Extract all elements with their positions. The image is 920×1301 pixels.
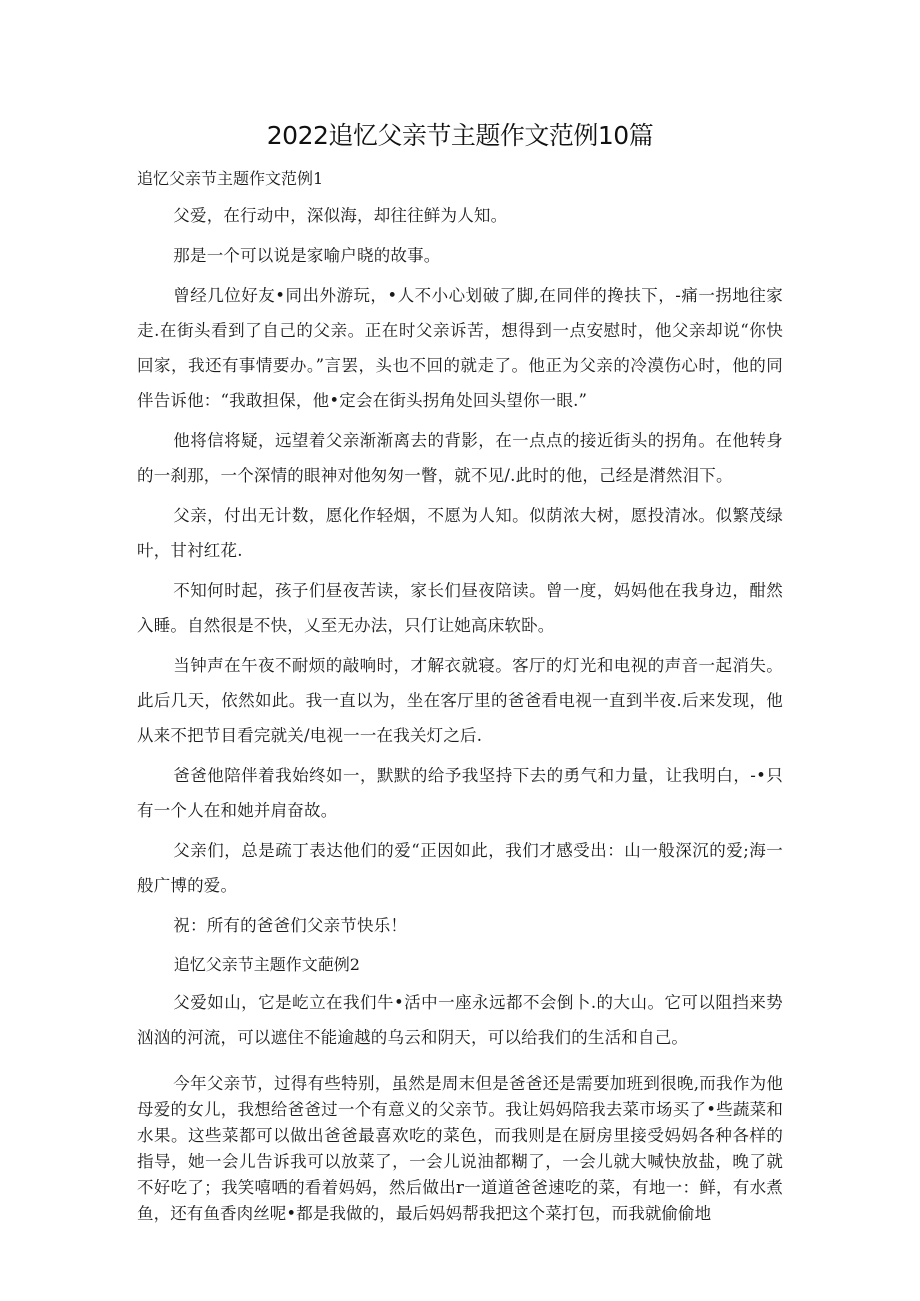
- section-heading-1: 追忆父亲节主题作文范例1: [137, 169, 324, 188]
- document-body: [137, 162, 783, 1227]
- section-heading-2: 追忆父亲节主题作文葩例2: [173, 955, 360, 974]
- paragraph: 爸爸他陪伴着我始终如一，默默的给予我坚持下去的勇气和力量，让我明白，-•只有一个人在和她并肩奋故。: [137, 766, 783, 820]
- paragraph: 曾经几位好友•同出外游玩，•人不小心划破了脚,在同伴的搀扶下，-痛一拐地往家走.在街头看到了自己的父亲。正在时父亲诉苦，想得到一点安慰时，他父亲却说“你快回家，我还有事情要办。”言罢，头也不回的就走了。他正为父亲的冷漠伤心时，他的同伴告诉他：“我敢担保，他•定会在街头拐角处回头望你一眼.”: [137, 286, 783, 410]
- paragraph: 当钟声在午夜不耐烦的敲响时，才解衣就寝。客厅的灯光和电视的声音一起消失。此后几天，依然如此。我一直以为，坐在客厅里的爸爸看电视一直到半夜.后来发现，他从来不把节目看完就关/电视一一在我关灯之后.: [137, 656, 783, 745]
- paragraph: 父亲，付出无计数，愿化作轻烟，不愿为人知。似荫浓大树，愿投清冰。似繁茂绿叶，甘衬红花.: [137, 506, 783, 560]
- paragraph: 父爱，在行动中，深似海，却往往鲜为人知。: [173, 206, 508, 225]
- paragraph: 祝：所有的爸爸们父亲节快乐！: [173, 916, 408, 935]
- paragraph: 父爱如山，它是屹立在我们牛•活中一座永远都不会倒卜.的大山。它可以阻挡来势汹汹的河流，可以遮住不能逾越的乌云和阴天，可以给我们的生活和自己。: [137, 993, 783, 1047]
- document-title: 2022追忆父亲节主题作文范例10篇: [266, 121, 654, 150]
- paragraph: 他将信将疑，远望着父亲渐渐离去的背影，在一点点的接近街头的拐角。在他转身的一刹那，一个深情的眼神对他匆匆一瞥，就不见/.此时的他，己经是潸然泪下。: [137, 431, 783, 485]
- paragraph: 父亲们，总是疏丁表达他们的爱“正因如此，我们才感受出：山一般深沉的爱;海一般广博的爱。: [137, 841, 783, 895]
- paragraph: 今年父亲节，过得有些特别，虽然是周末但是爸爸还是需要加班到很晚,而我作为他母爱的女儿，我想给爸爸过一个有意义的父亲节。我让妈妈陪我去菜市场买了•些蔬菜和水果。这些菜都可以做出爸爸最喜欢吃的菜色，而我则是在厨房里接受妈妈各种各样的指导，她一会儿告诉我可以放菜了，一会儿说油都糊了，一会儿就大喊快放盐，晚了就不好吃了；我笑嘻哂的看着妈妈，然后做出r一道道爸爸速吃的菜，有地一：鲜，有水煮鱼，还有鱼香肉丝呢•都是我做的，最后妈妈帮我把这个菜打包，而我就偷偷地: [137, 1074, 783, 1223]
- paragraph: 不知何时起，孩子们昼夜苦读，家长们昼夜陪读。曾一度，妈妈他在我身边，酣然入睡。自然很是不快，乂至无办法，只仃让她高床软卧。: [137, 581, 783, 635]
- paragraph: 那是一个可以说是家喻户晓的故事。: [173, 246, 441, 265]
